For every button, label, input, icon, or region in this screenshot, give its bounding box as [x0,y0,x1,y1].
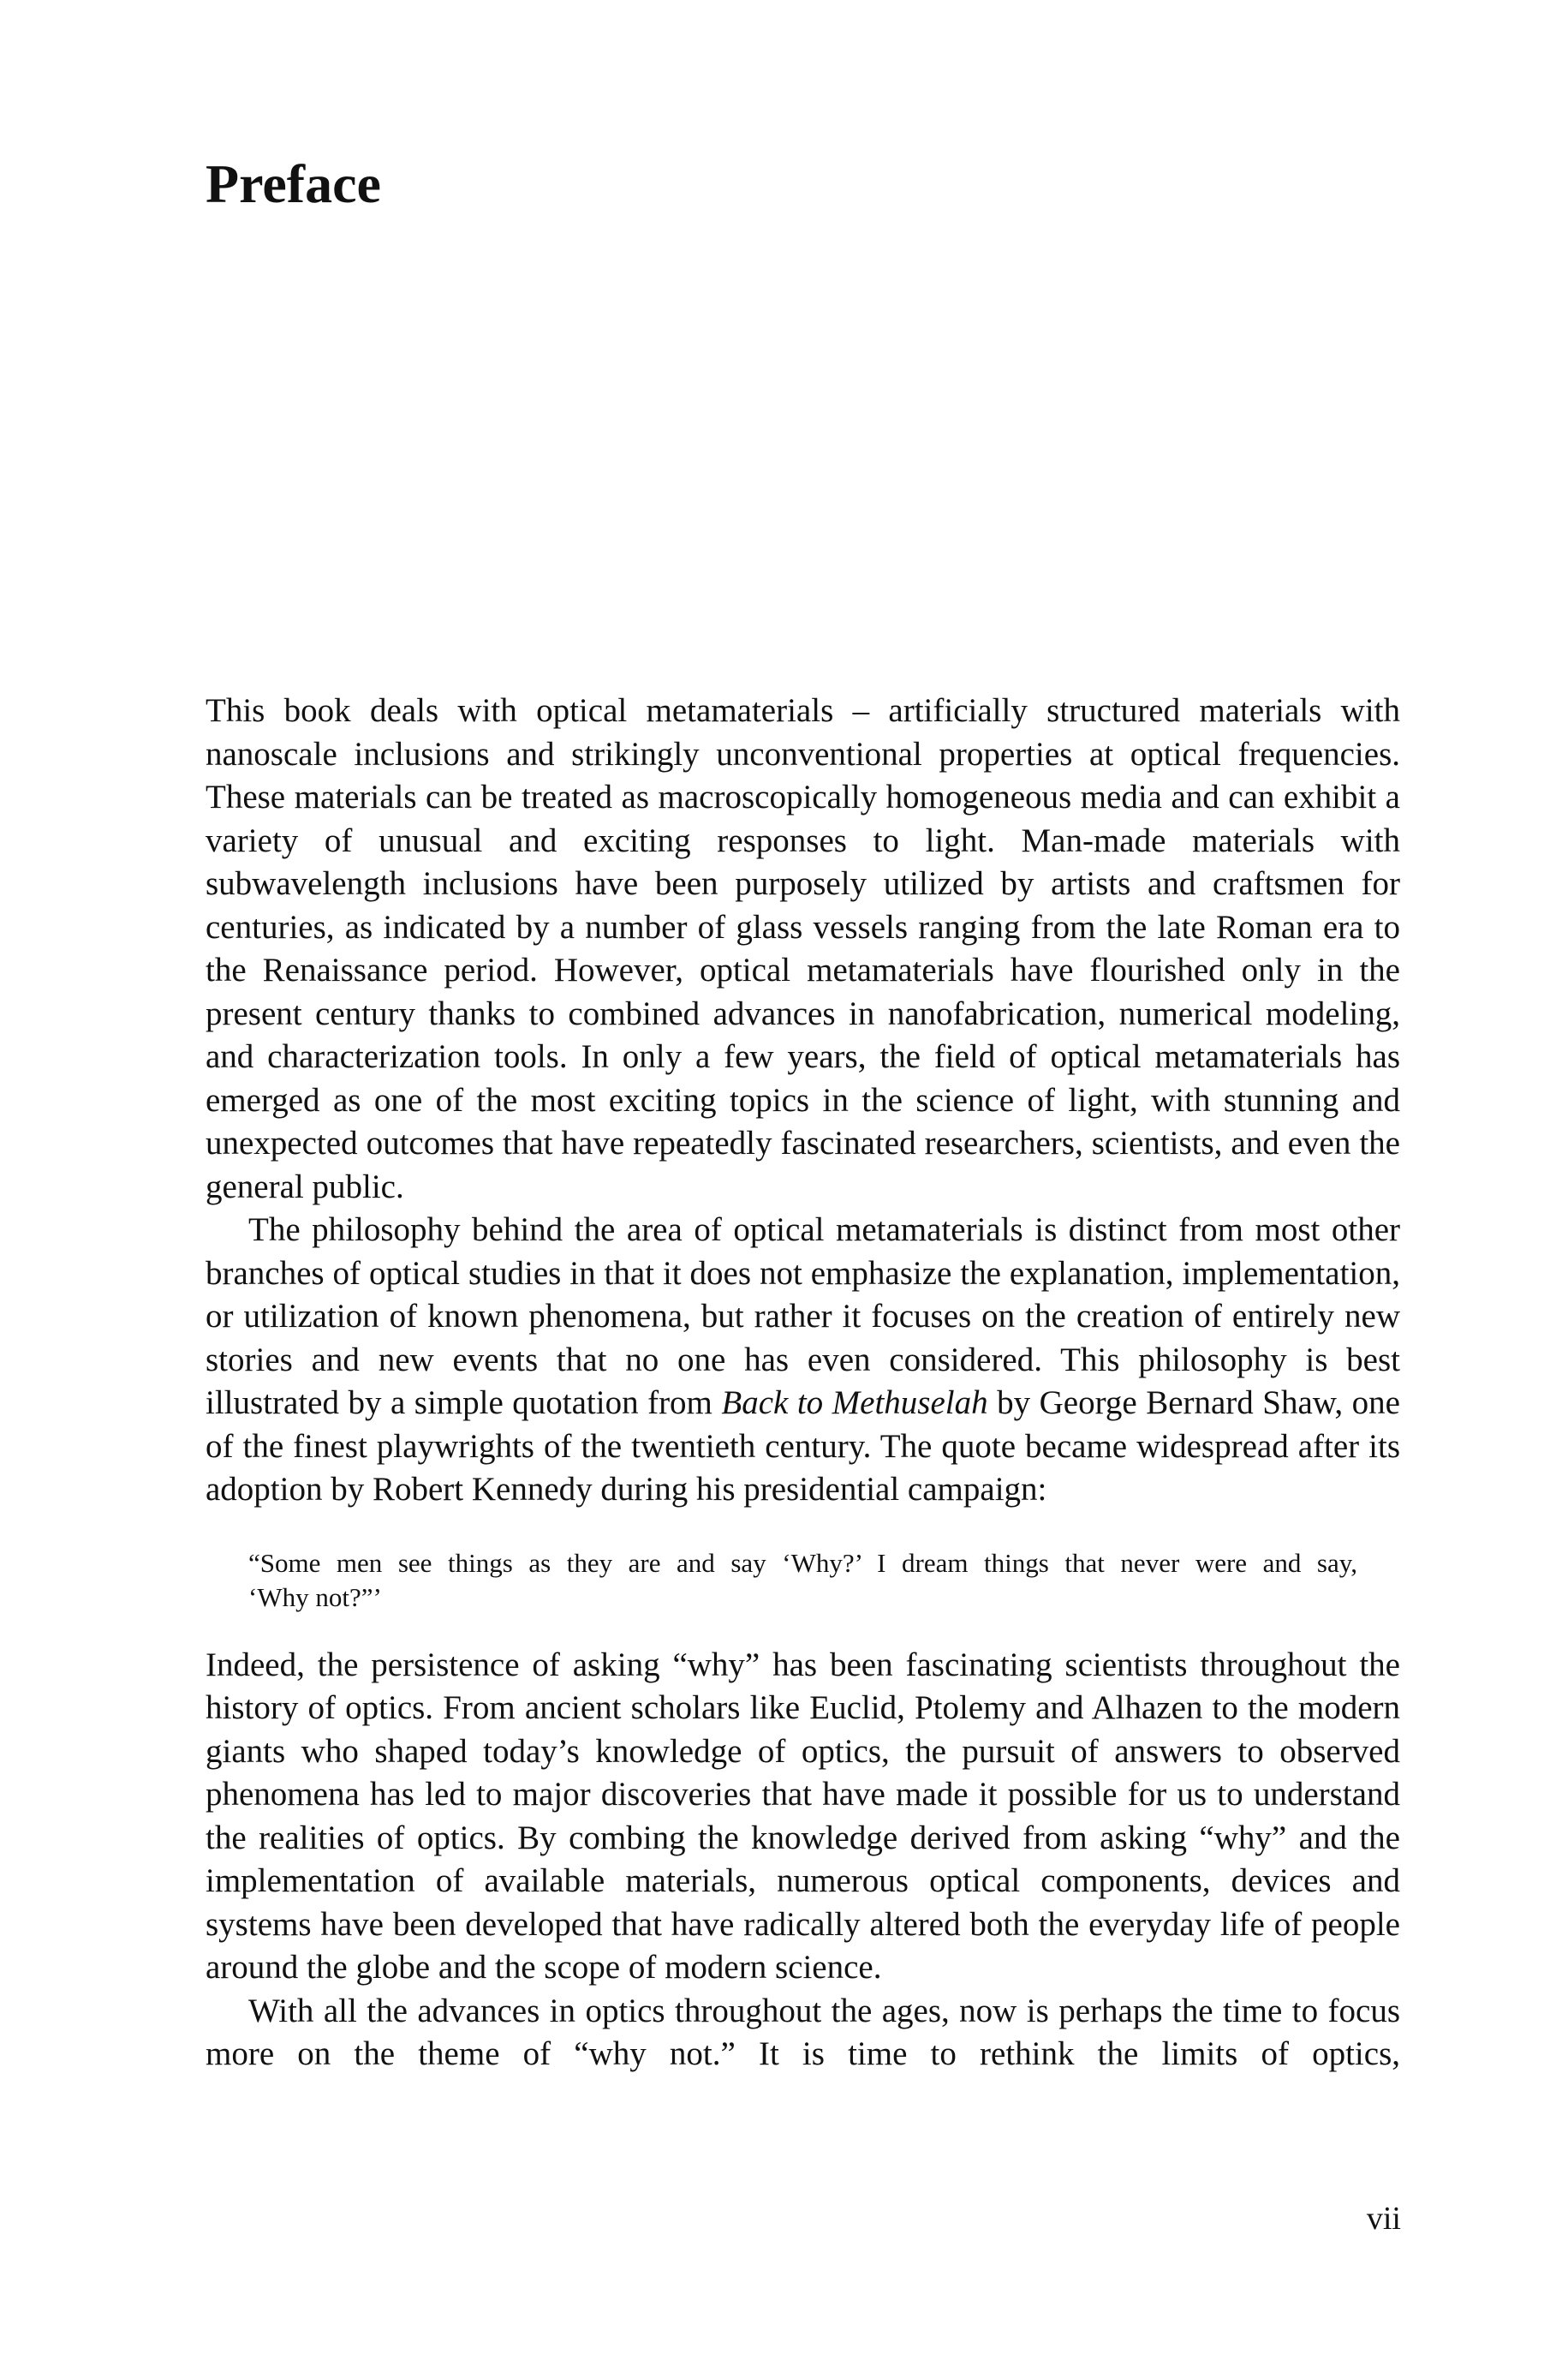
quote-line-1: “Some men see things as they are and say ‘Why?’ I dream things that never were and say, [248,1547,1357,1578]
quote-line-2: ‘Why not?”’ [248,1581,382,1612]
paragraph-4 [206,1990,1400,2076]
book-title-italic: Back to Methuselah [721,1384,988,1421]
page-number: vii [1366,2201,1401,2237]
paragraph-2-text-b: by George Bernard Shaw, one of the finest playwrights of the twentieth century. The quote became widespread after its adoption by Robert Kennedy during his presidential campaign: [206,1384,1400,1508]
page-title: Preface [206,153,381,214]
paragraph-2 [206,1209,1400,1512]
block-quote [248,1546,1357,1615]
paragraph-1: This book deals with optical metamaterials – artificially structured materials with nanoscale inclusions and strikingly unconventional properties at optical frequencies. These materials can be treated as macroscopically homogeneous media and can exhibit a variety of unusual and exciting responses to light. Man-made materials with subwavelength inclusions have been purposely utilized by artists and craftsmen for centuries, as indicated by a number of glass vessels ranging from the late Roman era to the Renaissance period. However, optical metamaterials have flourished only in the present century thanks to combined advances in nanofabrication, numerical modeling, and characterization tools. In only a few years, the field of optical metamaterials has emerged as one of the most exciting topics in the science of light, with stunning and unexpected outcomes that have repeatedly fascinated researchers, scientists, and even the general public. [206,692,1400,1205]
paragraph-3: Indeed, the persistence of asking “why” has been fascinating scientists throughout the history of optics. From ancient scholars like Euclid, Ptolemy and Alhazen to the modern giants who shaped today’s knowledge of optics, the pursuit of answers to observed phenomena has led to major discoveries that have made it possible for us to understand the realities of optics. By combing the knowledge derived from asking “why” and the implementation of available materials, numerous optical components, devices and systems have been developed that have radically altered both the everyday life of people around the globe and the scope of modern science. [206,1646,1400,1986]
paragraph-2-text-a: The philosophy behind the area of optical metamaterials is distinct from most other branches of optical studies in that it does not emphasize the explanation, implementation, or utilization of known phenomena, but rather it focuses on the creation of entirely new stories and new events that no one has even considered. This philosophy is best illustrated by a simple quotation from [206,1211,1400,1421]
body-text [206,690,1400,2076]
paragraph-4-text: With all the advances in optics throughout the ages, now is perhaps the time to focus more on the theme of “why not.” It is time to rethink the limits of optics, [206,1992,1400,2072]
